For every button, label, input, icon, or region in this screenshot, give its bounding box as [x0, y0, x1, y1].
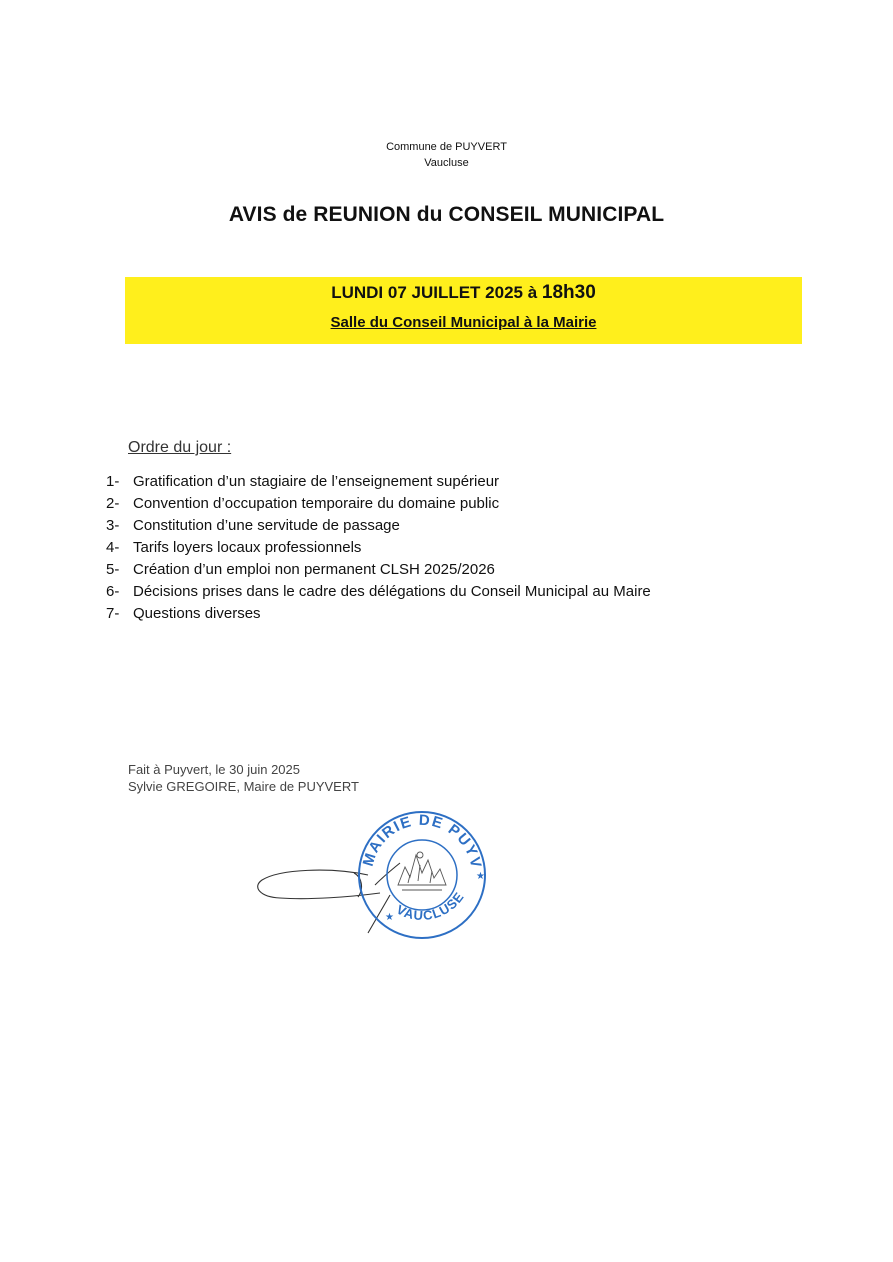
meeting-time: 18h30	[541, 282, 596, 303]
meeting-date-line	[125, 280, 802, 306]
meeting-place: Salle du Conseil Municipal à la Mairie	[330, 314, 597, 331]
agenda-item	[106, 603, 651, 625]
agenda-item	[106, 581, 651, 603]
department-name: Vaucluse	[424, 157, 469, 169]
letterhead	[0, 139, 893, 171]
agenda-item	[106, 559, 651, 581]
agenda-item-text: Gratification d’un stagiaire de l’enseignement supérieur	[133, 473, 500, 490]
agenda-item-number: 5-	[106, 561, 120, 578]
svg-text:VAUCLUSE	[394, 889, 467, 923]
agenda-item	[106, 471, 651, 493]
signatory-name: Sylvie GREGOIRE, Maire de PUYVERT	[128, 779, 359, 794]
stamp-top-text: MAIRIE DE PUYV	[359, 811, 485, 871]
stamp-bottom-text: VAUCLUSE	[393, 888, 468, 924]
agenda-item-number: 1-	[106, 473, 120, 490]
signature-and-stamp	[250, 805, 510, 955]
svg-text:MAIRIE DE PUYVERT	[250, 805, 485, 871]
agenda-heading: Ordre du jour :	[128, 439, 232, 456]
meeting-date: LUNDI 07 JUILLET 2025 à	[331, 283, 538, 302]
signature-icon	[258, 863, 400, 933]
agenda-item-text: Constitution d’une servitude de passage	[133, 517, 400, 534]
commune-name: Commune de PUYVERT	[386, 141, 507, 153]
agenda-item	[106, 537, 651, 559]
agenda-list	[106, 471, 651, 625]
agenda-item-number: 6-	[106, 583, 120, 600]
document-title: AVIS de REUNION du CONSEIL MUNICIPAL	[228, 203, 665, 226]
agenda-item	[106, 515, 651, 537]
agenda-item-text: Questions diverses	[133, 605, 261, 622]
agenda-item-number: 4-	[106, 539, 120, 556]
agenda-item-text: Décisions prises dans le cadre des délégations du Conseil Municipal au Maire	[133, 583, 651, 600]
official-seal-icon	[250, 805, 510, 950]
agenda-item-number: 2-	[106, 495, 120, 512]
agenda-item	[106, 493, 651, 515]
agenda-item-number: 7-	[106, 605, 120, 622]
signature-block	[128, 761, 359, 795]
svg-text:★: ★	[385, 912, 394, 923]
agenda-item-text: Création d’un emploi non permanent CLSH 2025/2026	[133, 561, 495, 578]
place-and-date: Fait à Puyvert, le 30 juin 2025	[128, 762, 300, 777]
agenda-item-text: Tarifs loyers locaux professionnels	[133, 539, 362, 556]
meeting-banner	[125, 277, 802, 344]
agenda-item-text: Convention d’occupation temporaire du domaine public	[133, 495, 500, 512]
svg-text:★: ★	[476, 871, 485, 882]
agenda-item-number: 3-	[106, 517, 120, 534]
